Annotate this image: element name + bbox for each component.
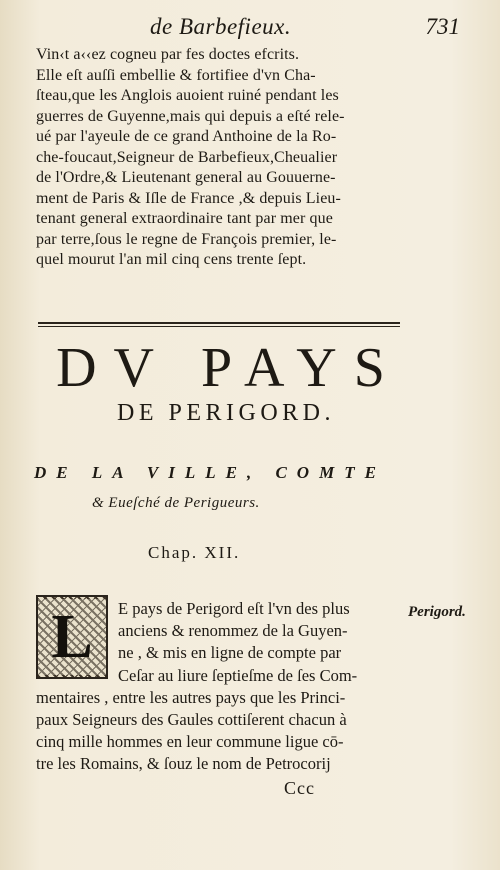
preceding-text xyxy=(36,45,426,271)
signature-mark: Ccc xyxy=(284,778,315,798)
paragraph-line: paux Seigneurs des Gaules cottiſerent chacun à xyxy=(36,710,347,730)
text-line: ment de Paris & Iſle de France ,& depuis Lieu- xyxy=(36,189,341,207)
text-line: tenant general extraordinaire tant par mer que xyxy=(36,210,333,227)
text-line: par terre,ſous le regne de François premier, le- xyxy=(36,230,337,248)
text-line: Elle eſt auſſi embellie & fortifiee d'vn Cha- xyxy=(36,66,316,84)
paragraph-line: mentaires , entre les autres pays que les Princi- xyxy=(36,687,346,707)
section-subheading: & Eueſché de Perigueurs. xyxy=(92,495,260,511)
drop-cap-letter: L xyxy=(38,599,106,675)
page-number: 731 xyxy=(425,14,460,39)
text-line: guerres de Guyenne,mais qui depuis a eſté rele- xyxy=(36,107,345,125)
text-line: de l'Ordre,& Lieutenant general au Gouuerne- xyxy=(36,169,336,186)
paragraph-line: ne , & mis en ligne de compte par xyxy=(118,643,342,663)
running-head: de Barbefieux. xyxy=(150,14,292,39)
chapter-heading: Chap. XII. xyxy=(148,543,241,562)
paragraph-line: E pays de Perigord eſt l'vn des plus xyxy=(118,599,350,618)
paragraph-line: tre les Romains, & ſouz le nom de Petrocorij xyxy=(36,754,331,774)
paragraph xyxy=(36,598,426,776)
text-line: ſteau,que les Anglois auoient ruiné pendant les xyxy=(36,87,339,104)
main-title: DV PAYS xyxy=(56,337,402,399)
text-line: ué par l'ayeule de ce grand Anthoine de la Ro- xyxy=(36,128,337,145)
text-line: Vin‹t a‹‹ez cogneu par fes doctes efcrits. xyxy=(36,46,300,63)
page-header xyxy=(150,14,490,40)
paragraph-line: anciens & renommez de la Guyen- xyxy=(118,621,348,641)
paragraph-line: Ceſar au liure ſeptieſme de ſes Com- xyxy=(118,665,358,685)
text-line: quel mourut l'an mil cinq cens trente ſept. xyxy=(36,251,307,268)
section-heading: DE LA VILLE, COMTE xyxy=(34,463,386,482)
section-divider-thin xyxy=(38,326,400,327)
paragraph-line: cinq mille hommes en leur commune ligue cō- xyxy=(36,732,344,752)
sub-title: DE PERIGORD. xyxy=(116,400,335,426)
margin-note: Perigord. xyxy=(408,604,466,620)
section-divider xyxy=(38,322,400,324)
text-line: che-foucaut,Seigneur de Barbefieux,Cheualier xyxy=(36,148,338,166)
